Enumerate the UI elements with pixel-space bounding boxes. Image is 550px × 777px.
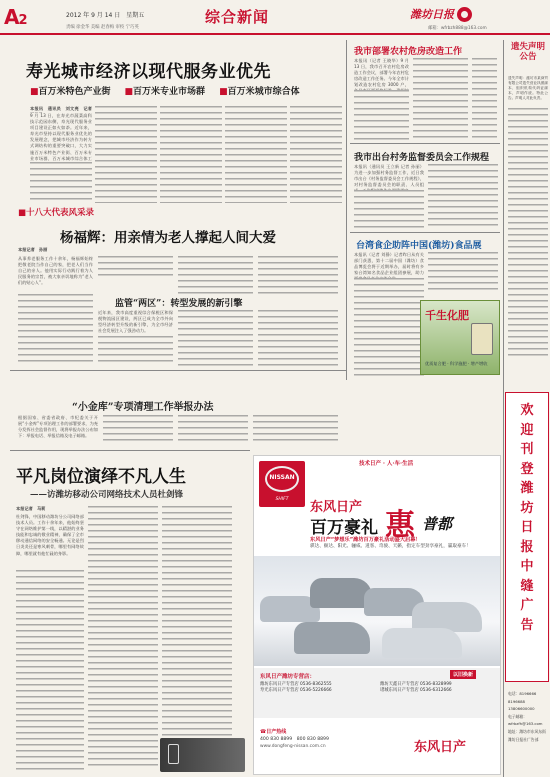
header-rule [0,33,550,35]
feature4-headline: 平凡岗位演绎不凡人生 [16,467,186,487]
editor-line: 责编 徐金华 美编 赵春梅 审校 宁巧英 [66,25,139,30]
lead-excerpt: 9 月 13 日，在寿光市蔬菜高科技示范园东侧，寿光现代服务业项目建设正如火如荼。近年来，寿光市坚持以现代服务业优先的发展理念，把城市经济作为转方式调结构的重要突破口，大力实施百万米特色产业街、百万米专业市场群、百万米城市综合体工 [30,113,92,161]
story2-title: 我市出台村务监督委员会工作规程 [354,153,490,163]
ad-tagline: 技术日产 · 人·车·生活 [359,461,414,467]
ad-footer [254,722,501,775]
nissan-logo-text: NISSAN [269,474,295,481]
fertilizer-ad [420,300,500,375]
sidebar-notice-title: 遗失声明公告 [510,42,545,62]
feature4-subtitle: ——访潍坊移动公司网络技术人员杜剑锋 [30,490,184,500]
lead-column-5 [290,106,342,203]
dealer-entry: 诸城东风日产专营店 0536-6312666 [380,688,452,693]
lead-byline: 本报讯 通讯员 刘文亮 记者 [30,106,92,111]
lead-subhead-3: ■百万米城市综合体 [219,87,300,97]
car-image [382,628,462,658]
sidebar-welcome-box [505,392,549,682]
feature3-excerpt: 根据国家、省委省政府、市纪委关于开展“小金库”专项治理工作的部署要求，为充分发挥社会监督作用，现将举报办法公布如下：举报电话、举报信箱及电子邮箱。 [18,415,98,439]
dealer-bar [254,668,501,718]
dealer-entry: 潍坊天鑫日产专营店 0536-8328999 [380,682,452,687]
sidebar-contact: 13806600000 [508,706,535,712]
feature2-column-3 [258,310,338,366]
lead-column-2 [95,106,157,203]
lead-subhead-1: ■百万米特色产业街 [30,87,111,97]
story1-column-2 [413,58,468,140]
feature1-column-1 [18,294,93,364]
mid-divider [10,370,346,371]
dealer-entry: 寿光东风日产专营店 0536-5226666 [260,688,332,693]
story-divider-2 [350,232,500,233]
story1-title: 我市部署农村危房改造工作 [354,47,463,57]
feature1-column-2 [98,256,173,280]
feature4-column-3 [162,506,232,736]
email: 邮箱：wfrbzh888@163.com [428,26,487,31]
ad-headline-left: 东风日产 [310,500,363,515]
lead-subhead-2: ■百万米专业市场群 [124,87,206,97]
phone-icon [168,744,179,764]
paper-name: 潍坊日报 [410,8,454,21]
ad-headline-big: 惠 [385,508,415,543]
story1-column-3 [472,58,497,140]
feature3-column-3 [253,415,338,445]
story2-column-1 [354,190,424,228]
story2-column-2 [428,164,498,228]
fertilizer-ad-title: 千生化肥 [425,309,469,322]
feature1-tag: ■十八大代表风采录 [18,208,95,218]
feature3-headline: “小金库”专项清理工作举报办法 [72,402,214,413]
feature4-column-2 [88,506,158,770]
sidebar-contact: 8196688 [508,698,525,704]
dealer-entry: 潍坊东风日产专营店 0536-8362555 [260,682,332,687]
feature1-column-4 [258,256,338,298]
car-image [294,622,370,654]
lead-column-4 [225,106,287,203]
promo-photo [160,738,245,772]
feature3-column-1 [103,415,173,445]
story3-column-1 [354,278,424,378]
fertilizer-ad-text: 优质复合肥 · 科学施肥 · 增产增收 [425,361,488,366]
lead-column-3 [160,106,222,203]
sidebar-contacts [508,690,548,743]
ad-website: www.dongfeng-nissan.com.cn [260,744,326,749]
feature3-column-2 [178,415,248,445]
sidebar-contact: 电话：8196666 [508,691,537,696]
sidebar-welcome-text: 欢迎刊登潍坊日报中缝广告 [520,403,534,633]
sidebar-contact: 潍坊日报社广告部 [508,736,539,742]
sidebar-notices-list [508,108,548,358]
ad-footer-brand: 东风日产 [414,740,467,755]
fertilizer-bag-icon [471,323,493,355]
ad-offer2: 骐达、颐达、阳光、骊威、逍客、奇骏、天籁，指定车型劲享豪礼，赢取豪车！ [310,544,471,549]
feature1-headline: 杨福辉：用亲情为老人撑起人间大爱 [60,230,276,246]
ad-headline-right: 普都 [422,515,453,533]
cars-banner [254,556,501,666]
ad-headline-main: 百万豪礼 [310,518,378,538]
ad-offer: 东风日产“梦想乐”潍坊百万豪礼活动盛大启幕！ [310,537,421,543]
feature2-excerpt: 近年来，我市高度重视综合保税区和保税物流园区建设，两区已成为全市外向型经济转型升级的新引擎，为全市经济社会发展注入了强劲动力。 [98,310,173,334]
right-column-divider [346,40,347,380]
story2-excerpt: 本报讯（通讯员 王立新 记者 孙丽）为进一步加强村务监督工作，近日我市出台《村务监督委员会工作规程》，对村务监督委员会的职责、人员组 [354,164,424,188]
hotline-number: 400 830 8899 800 830 8899 [260,737,329,742]
hotline-label: ☎日产热线 [260,729,287,735]
paper-emblem-icon [457,7,472,22]
feature2-column-2 [178,310,253,366]
phone-icon: ☎ [260,729,267,735]
lead-headline: 寿光城市经济以现代服务业优先 [26,62,271,82]
sidebar-divider [503,40,504,777]
sidebar-notice-text: 遗失声明：潍坊市某商贸有限公司遗失营业执照副本、组织机构代码证副本，声明作废。特此公告。声明人对此负责。 [508,76,548,100]
issue-date: 2012 年 9 月 14 日 星期五 [66,12,145,19]
feature1-byline: 本报记者 孙丽 [18,247,48,252]
feature4-column-1 [16,570,84,770]
rebate-badge: 以旧换新 [450,670,476,679]
story3-column-2 [428,252,498,292]
sidebar-contact: wfrbzfh@163.com [508,721,543,727]
story3-excerpt: 本报讯（记者 刘静）记者昨日从有关部门获悉，第十二届中国（潍坊）食品博览会将于近期举办，届时将有多家台湾知名食品企业组团参展，助力 [354,252,424,276]
dealer-label: 东风日产潍坊专营店： [260,674,316,680]
paper-logo [410,6,472,22]
feature1-column-3 [178,256,253,298]
story1-column-1 [354,90,409,140]
dealer-list [260,682,500,694]
lead-column-1 [30,162,92,203]
feature2-column-1 [98,336,173,366]
sidebar-contact: 地址：潍坊市东风东街 [508,728,546,734]
lower-divider [10,450,250,451]
story3-title: 台湾食企助阵中国(潍坊)食品展 [356,241,482,251]
car-image [310,578,372,608]
nissan-ad [253,455,501,775]
feature1-excerpt: 从事养老服务工作十余年，杨福辉始终把敬老院当作自己的家，把老人们当作自己的亲人。他用实际行动践行着为人民服务的宗旨，被大家亲切地称为“老人们的贴心人”。 [18,256,93,286]
story-divider-1 [350,143,500,144]
nissan-shift-text: SHIFT [275,497,289,502]
feature4-byline: 本报记者 马莉 [16,506,46,511]
feature2-headline: 监管“两区”：转型发展的新引擎 [115,299,243,309]
section-title: 综合新闻 [205,8,270,26]
story1-excerpt: 本报讯（记者 王晓华）9 月 13 日，我市召开农村危房改造工作会议，部署今年农村危房改造工作任务。今年全市计划改造农村危房 3000 户， [354,58,409,88]
nissan-logo [259,461,305,507]
lead-subheads [30,84,340,97]
page-number: A2 [4,5,27,29]
feature4-excerpt: 杜剑锋，中国移动潍坊分公司网络部技术人员。工作十余年来，他始终坚守在网络维护第一线，以精湛的业务技能和忠诚的敬业精神，确保了全市移动通信网络的安全畅通。无论是烈日炎炎还是寒风刺骨，哪里有网络故障，哪里就有他忙碌的身影。 [16,514,84,556]
sidebar-contact: 电子邮箱： [508,713,527,719]
